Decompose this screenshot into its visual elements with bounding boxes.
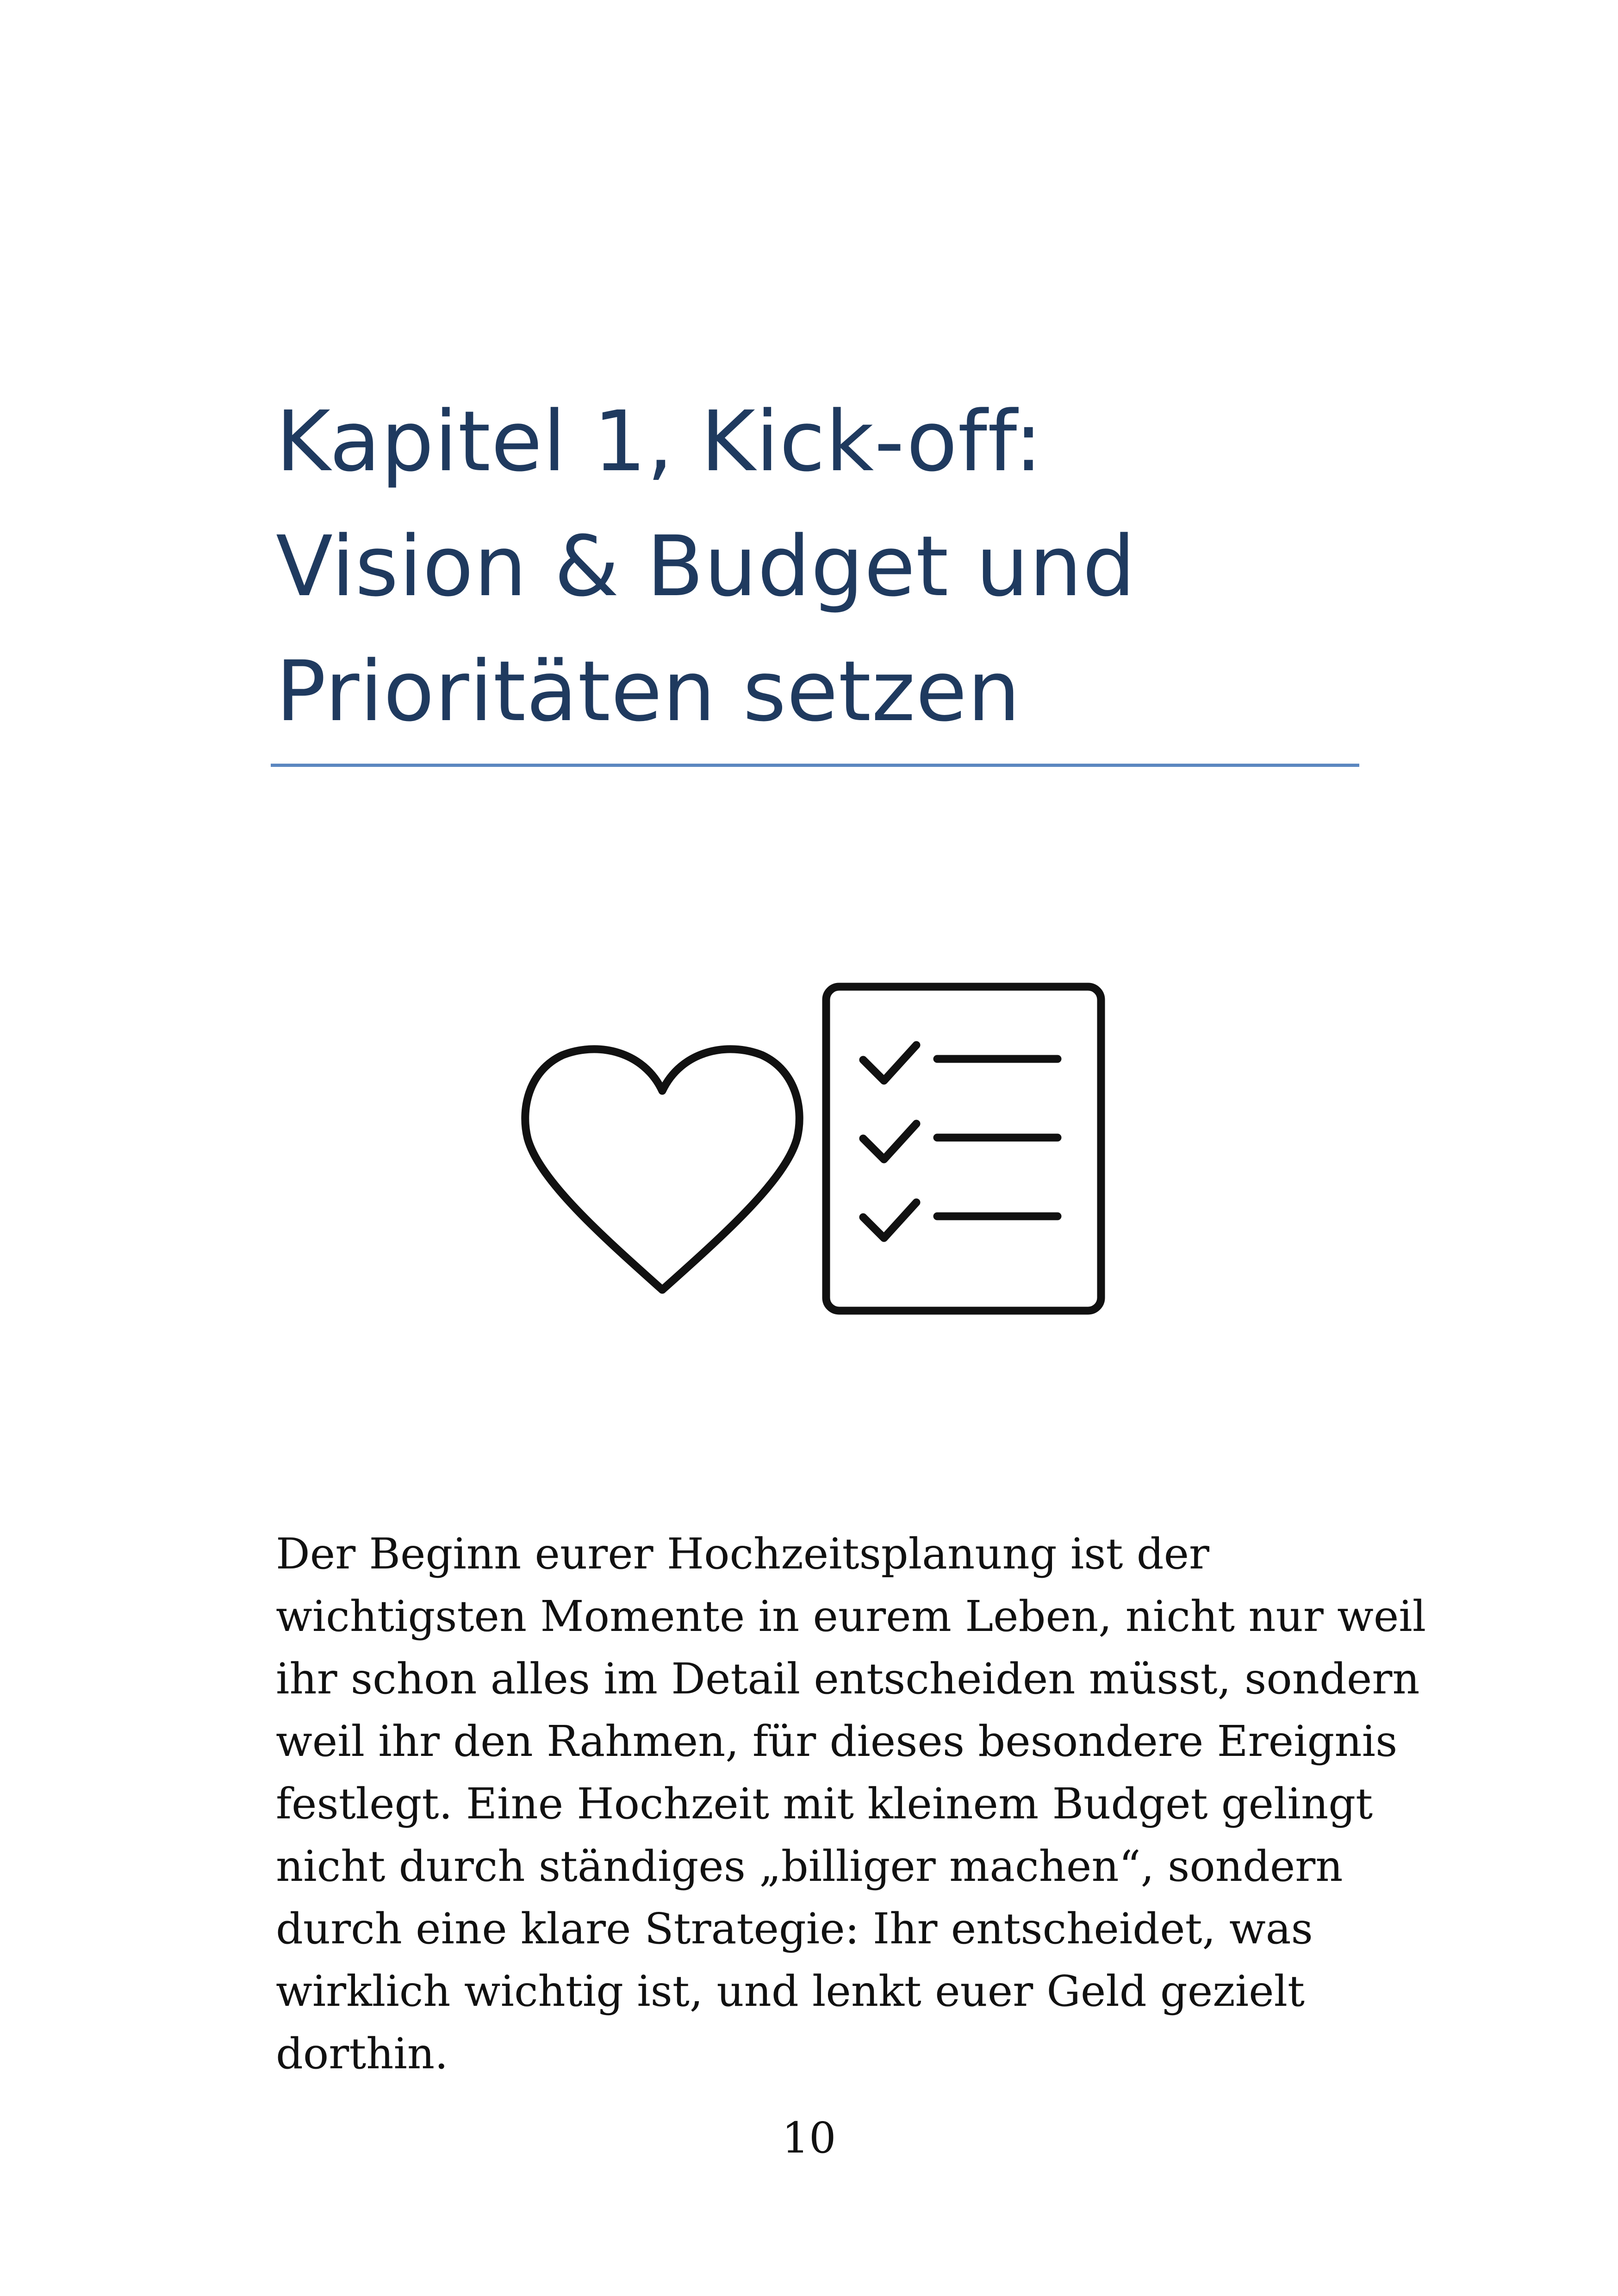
body-paragraph [276, 1523, 1426, 2085]
body-line: weil ihr den Rahmen, für dieses besondere Ereignis [276, 1717, 1398, 1766]
body-line: dorthin. [276, 2029, 448, 2078]
chapter-title [276, 380, 1363, 754]
body-line: wichtigsten Momente in eurem Leben, nicht nur weil [276, 1592, 1426, 1641]
body-line: nicht durch ständiges „billiger machen“, sondern [276, 1842, 1343, 1891]
checklist-item-2 [863, 1124, 1058, 1159]
checkmark-icon [863, 1124, 916, 1159]
vision-checklist-illustration [518, 977, 1120, 1328]
body-line: ihr schon alles im Detail entscheiden müsst, sondern [276, 1654, 1420, 1704]
checklist-icon [826, 987, 1101, 1311]
heart-icon [525, 1049, 799, 1290]
checkmark-icon [863, 1045, 916, 1081]
body-line: festlegt. Eine Hochzeit mit kleinem Budget gelingt [276, 1779, 1373, 1829]
checklist-item-3 [863, 1202, 1058, 1238]
body-line: durch eine klare Strategie: Ihr entscheidet, was [276, 1904, 1313, 1954]
chapter-title-line-2: Vision & Budget und [276, 518, 1136, 615]
chapter-title-line-3: Prioritäten setzen [276, 643, 1021, 740]
title-divider [271, 764, 1359, 767]
chapter-title-line-1: Kapitel 1, Kick-off: [276, 393, 1043, 490]
page-number: 10 [782, 2113, 836, 2163]
body-line: wirklich wichtig ist, und lenkt euer Geld gezielt [276, 1966, 1305, 2016]
body-line: Der Beginn eurer Hochzeitsplanung ist der [276, 1529, 1210, 1579]
checklist-item-1 [863, 1045, 1058, 1081]
checkmark-icon [863, 1202, 916, 1238]
